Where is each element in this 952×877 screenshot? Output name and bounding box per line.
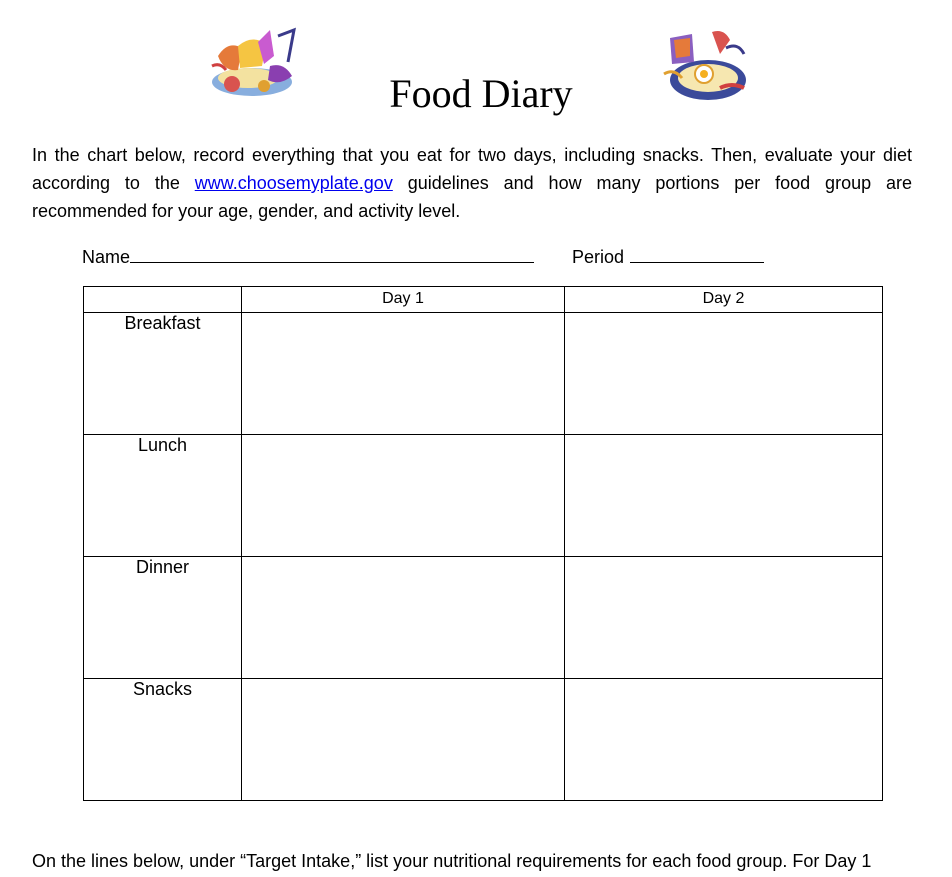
header-day-2: Day 2 bbox=[565, 287, 883, 313]
snacks-day-2-cell[interactable] bbox=[565, 679, 883, 801]
period-blank-line[interactable] bbox=[630, 242, 764, 263]
name-blank-line[interactable] bbox=[130, 242, 534, 263]
dinner-day-2-cell[interactable] bbox=[565, 557, 883, 679]
meal-label-dinner: Dinner bbox=[84, 557, 242, 679]
snacks-day-1-cell[interactable] bbox=[242, 679, 565, 801]
breakfast-day-1-cell[interactable] bbox=[242, 313, 565, 435]
name-field[interactable] bbox=[82, 242, 534, 269]
instructions-text-end: guidelines and how many portions per food group are recommended for your age, gender, and activity level. bbox=[32, 173, 912, 221]
name-label: Name bbox=[82, 247, 131, 267]
food-diary-table bbox=[83, 286, 883, 801]
choosemyplate-link[interactable]: www.choosemyplate.gov bbox=[194, 173, 393, 193]
breakfast-day-2-cell[interactable] bbox=[565, 313, 883, 435]
instructions-text-start: In the chart below, record everything that you eat for two days, including snacks. Then, evaluate your diet according to the bbox=[32, 145, 912, 193]
page-title: Food Diary bbox=[389, 71, 573, 116]
table-header-row bbox=[84, 287, 883, 313]
period-label: Period bbox=[572, 247, 625, 267]
table-row bbox=[84, 557, 883, 679]
meal-label-snacks: Snacks bbox=[84, 679, 242, 801]
target-intake-instructions: On the lines below, under “Target Intake,” list your nutritional requirements for each food group. For Day 1 bbox=[32, 851, 872, 871]
header-day-1: Day 1 bbox=[242, 287, 565, 313]
dinner-day-1-cell[interactable] bbox=[242, 557, 565, 679]
lunch-day-1-cell[interactable] bbox=[242, 435, 565, 557]
lunch-day-2-cell[interactable] bbox=[565, 435, 883, 557]
meal-label-breakfast: Breakfast bbox=[84, 313, 242, 435]
header-blank-cell bbox=[84, 287, 242, 313]
meal-label-lunch: Lunch bbox=[84, 435, 242, 557]
instructions-paragraph bbox=[32, 141, 912, 225]
period-field[interactable] bbox=[572, 242, 764, 269]
table-row bbox=[84, 435, 883, 557]
table-row bbox=[84, 679, 883, 801]
table-row bbox=[84, 313, 883, 435]
